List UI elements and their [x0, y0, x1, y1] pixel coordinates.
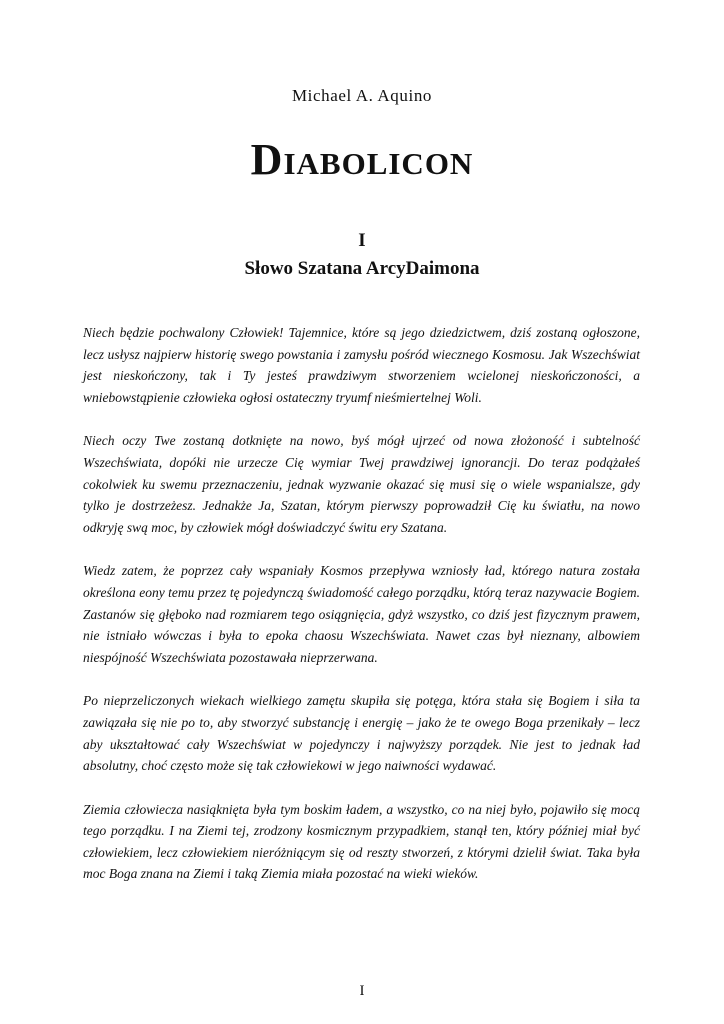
chapter-title: Słowo Szatana ArcyDaimona	[244, 258, 480, 279]
book-title: Diabolicon	[250, 135, 474, 184]
paragraph: Ziemia człowiecza nasiąknięta była tym boskim ładem, a wszystko, co na niej było, pojawiło się mocą tego porządku. I na Ziemi tej, zrodzony kosmicznym przypadkiem, stanął ten, który później miał być człowiekiem, lecz człowiekiem nieróżniącym się od reszty stworzeń, z którymi dzielił świat. Taka była moc Boga znana na Ziemi i taką Ziemia miała pozostać na wieki wieków.	[83, 801, 640, 882]
paragraph: Niech oczy Twe zostaną dotknięte na nowo, byś mógł ujrzeć od nowa złożoność i subtelność Wszechświata, dopóki nie urzecze Cię wymiar Twej prawdziwej ignorancji. Do teraz podążałeś cokolwiek ku swemu przeznaczeniu, jednak wyzwanie okazać się musi się o wiele wspanialsze, gdy tylko je dostrzeżesz. Jednakże Ja, Szatan, którym pierwszy poprowadził Cię ku światłu, na nowo odkryję swą moc, by człowiek mógł doświadczyć świtu ery Szatana.	[83, 433, 640, 535]
paragraph: Po nieprzeliczonych wiekach wielkiego zamętu skupiła się potęga, która stała się Bogiem i siła ta zawiązała się nie po to, aby stworzyć substancję i energię – jako że te owego Boga przenikały – lecz aby ukształtować cały Wszechświat w pojedynczy i najwyższy porządek. Nie jest to jednak ład absolutny, choć często może się tak człowiekowi w jego naiwności wydawać.	[83, 693, 640, 774]
author-name: Michael A. Aquino	[291, 86, 433, 105]
body-text	[83, 322, 640, 907]
paragraph: Niech będzie pochwalony Człowiek! Tajemnice, które są jego dziedzictwem, dziś zostaną ogłoszone, lecz usłysz najpierw historię swego powstania i zamysłu pośród wiecznego Kosmosu. Jak Wszechświat jest nieskończony, tak i Ty jesteś prawdziwym stworzeniem wcielonej nieskończoności, a wniebowstąpienie człowieka ogłosi ostateczny tryumf nieśmiertelnej Woli.	[83, 325, 640, 405]
page-number: I	[359, 983, 365, 999]
paragraph: Wiedz zatem, że poprzez cały wspaniały Kosmos przepływa wzniosły ład, którego natura została określona eony temu przez tę pojedynczą świadomość całego porządku, którą teraz nazywacie Bogiem. Zastanów się głęboko nad rozmiarem tego osiągnięcia, gdyż wszystko, co dziś jest fizycznym prawem, nie istniało wówczas i była to epoka chaosu Wszechświata. Nawet czas był nieznany, albowiem niespójność Wszechświata pozostawała nieprzerwana.	[83, 563, 640, 665]
chapter-number: I	[358, 230, 366, 251]
